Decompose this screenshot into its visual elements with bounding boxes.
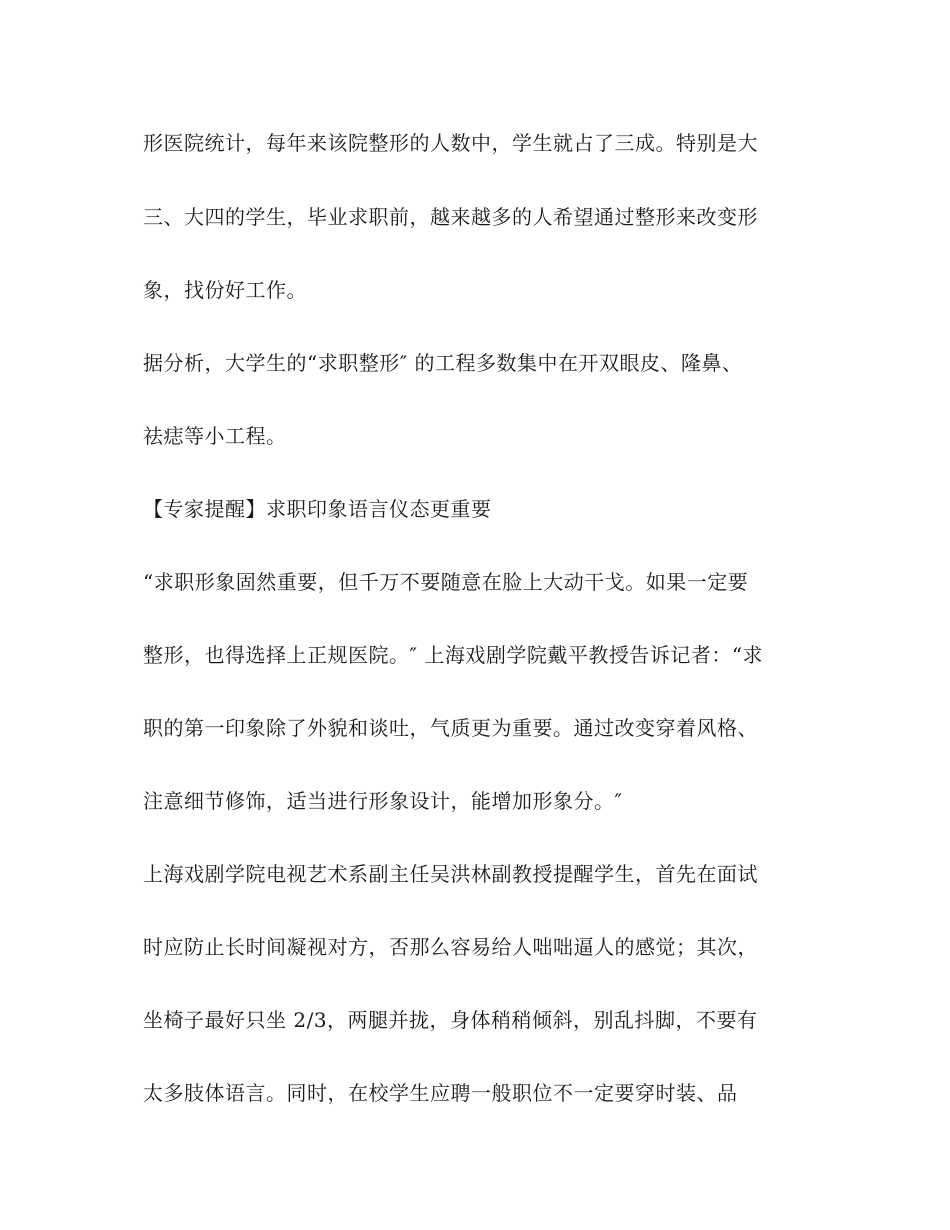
text-line: 三、大四的学生，毕业求职前，越来越多的人希望通过整形来改变形: [143, 205, 758, 229]
text-line: 象，找份好工作。: [143, 278, 307, 302]
text-line: “求职形象固然重要，但千万不要随意在脸上大动干戈。如果一定要: [143, 570, 749, 594]
text-line: 祛痣等小工程。: [143, 424, 287, 448]
text-line: 整形，也得选择上正规医院。″ 上海戏剧学院戴平教授告诉记者：“求: [143, 643, 764, 667]
text-line: 据分析，大学生的“求职整形″ 的工程多数集中在开双眼皮、隆鼻、: [143, 351, 743, 375]
text-line: 时应防止长时间凝视对方，否那么容易给人咄咄逼人的感觉；其次，: [143, 935, 758, 959]
section-heading: 【专家提醒】求职印象语言仪态更重要: [143, 497, 492, 521]
text-line: 形医院统计，每年来该院整形的人数中，学生就占了三成。特别是大: [143, 131, 758, 155]
text-line: 职的第一印象除了外貌和谈吐，气质更为重要。通过改变穿着风格、: [143, 716, 758, 740]
text-line: 注意细节修饰，适当进行形象设计，能增加形象分。″: [143, 789, 623, 813]
text-line: 坐椅子最好只坐 2/3，两腿并拢，身体稍稍倾斜，别乱抖脚，不要有: [143, 1008, 758, 1032]
text-line: 上海戏剧学院电视艺术系副主任吴洪林副教授提醒学生，首先在面试: [143, 862, 758, 886]
text-line: 太多肢体语言。同时，在校学生应聘一般职位不一定要穿时装、品: [143, 1081, 738, 1105]
